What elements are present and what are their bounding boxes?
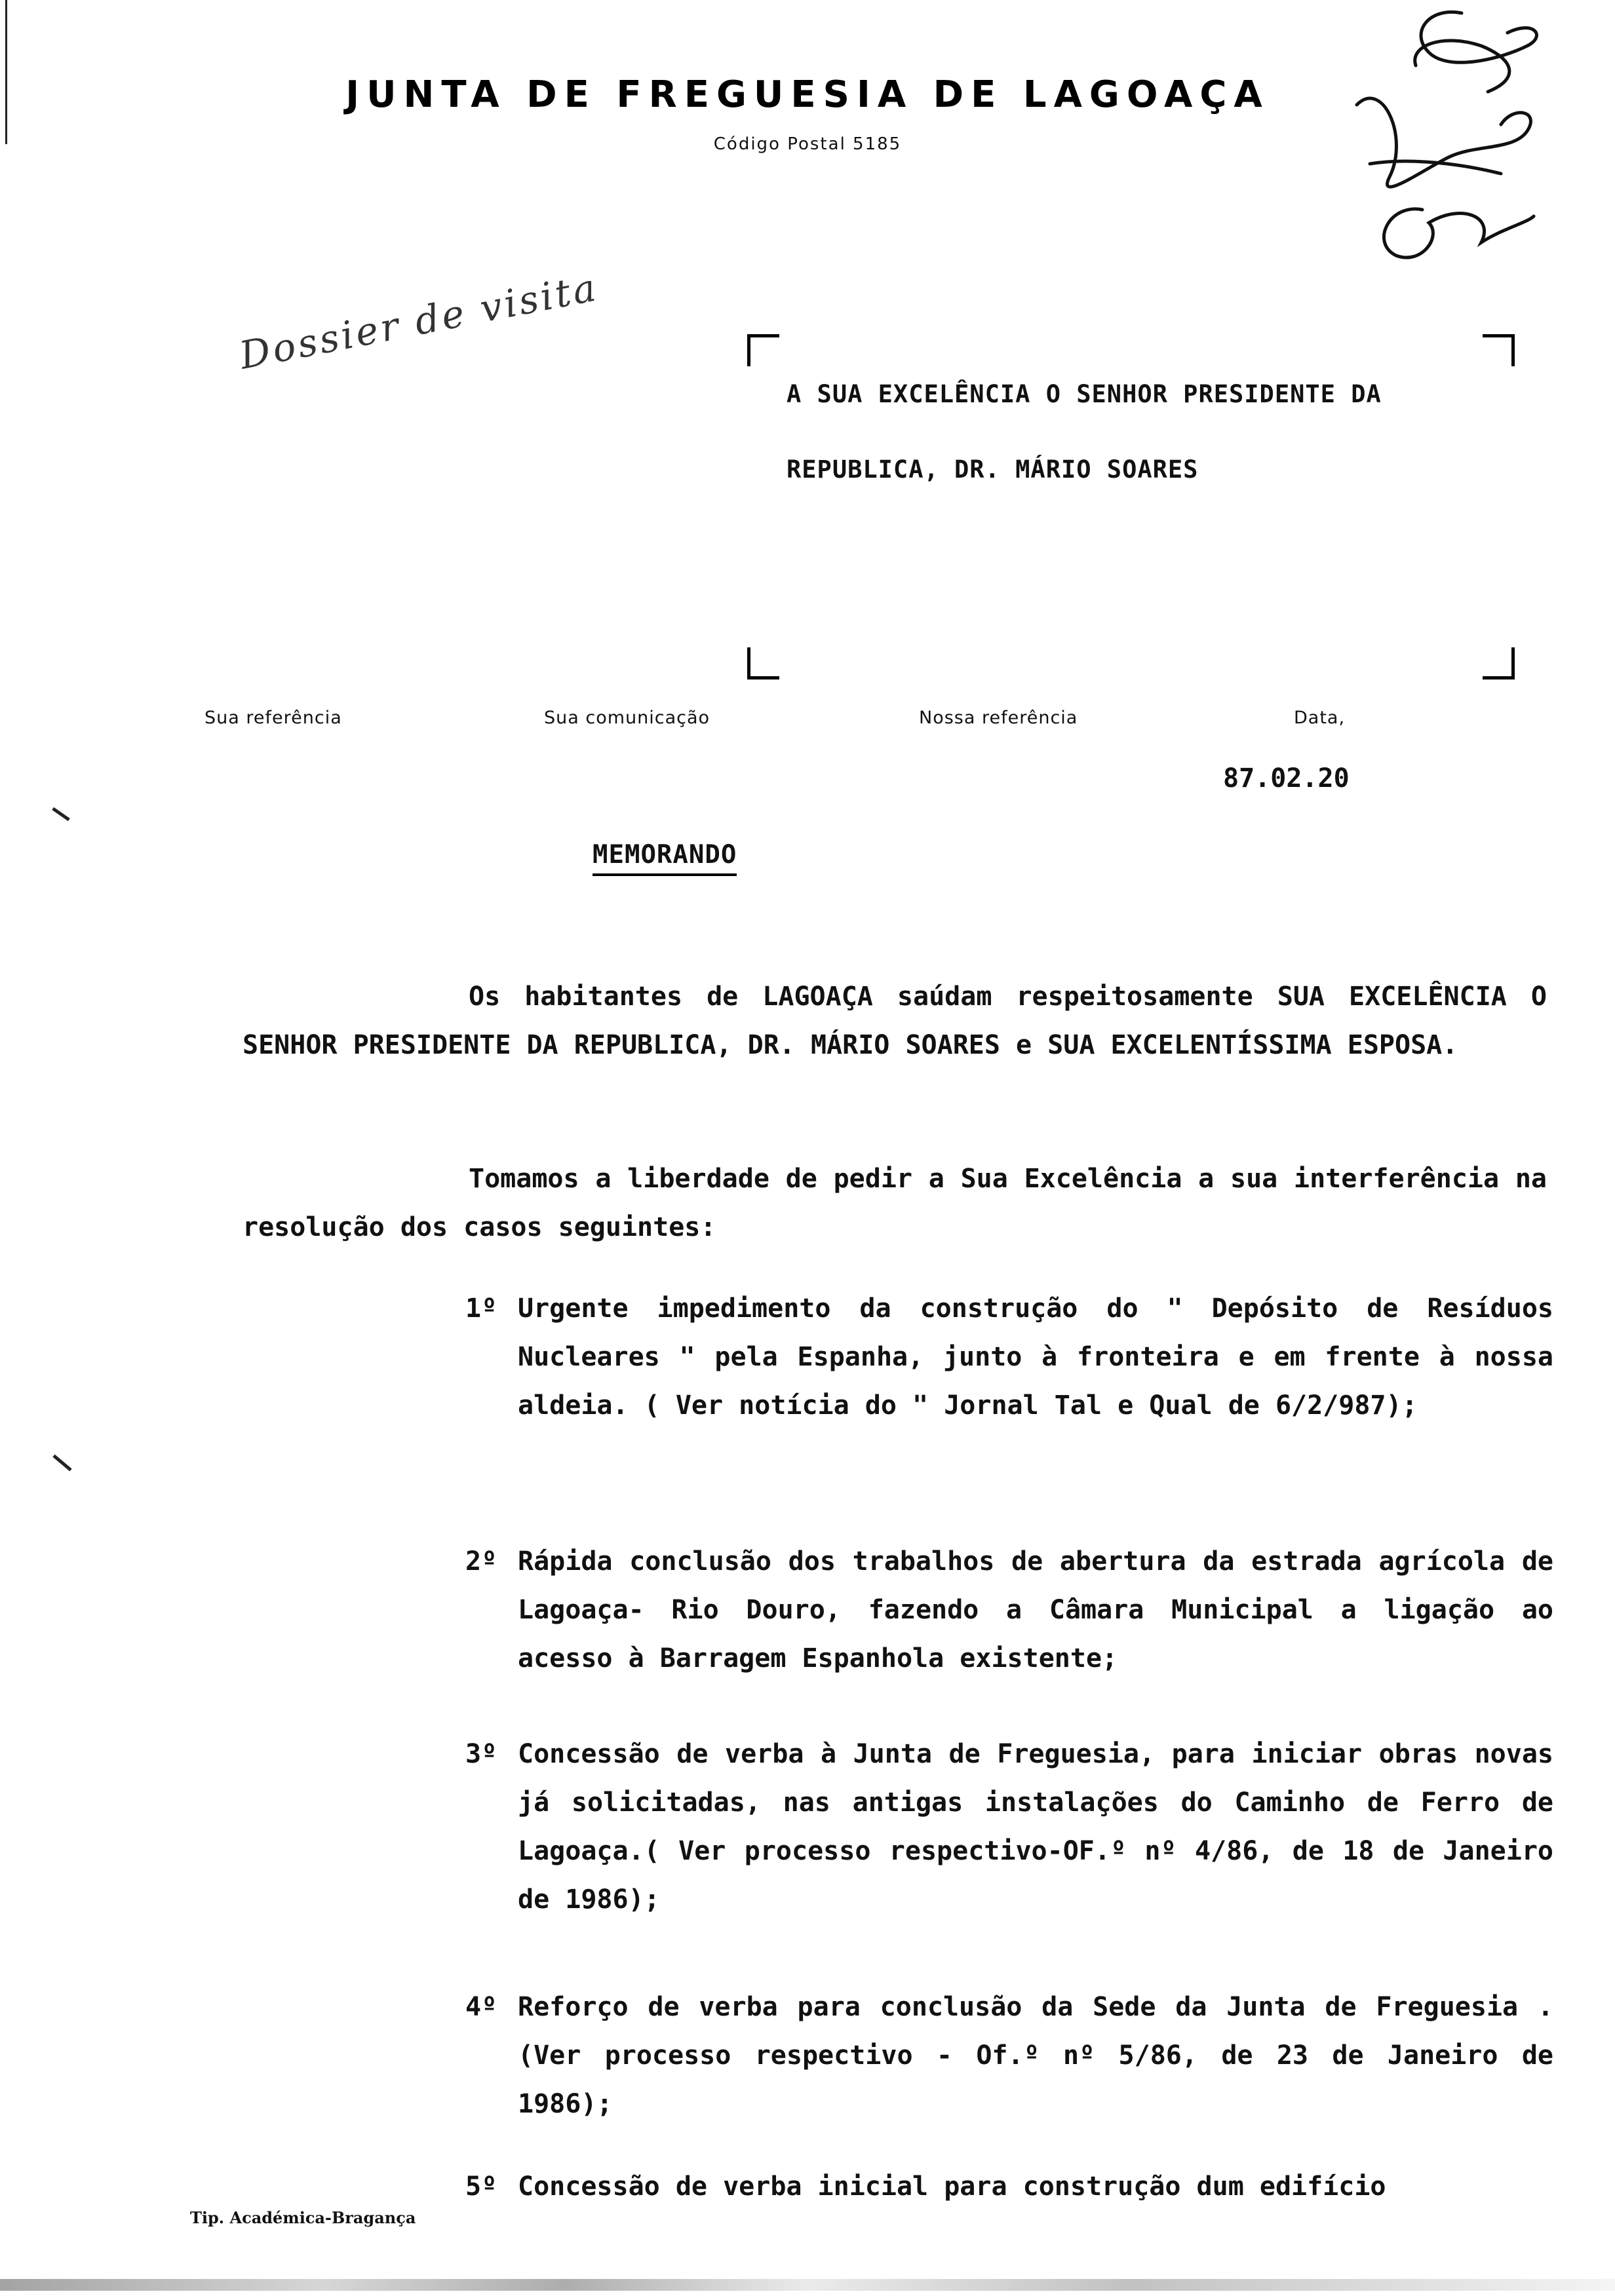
label-sua-referencia: Sua referência xyxy=(204,708,342,728)
item-text: Concessão de verba inicial para construção dum edifício xyxy=(518,2172,1386,2202)
address-corner-bottom-left xyxy=(747,647,779,679)
list-item xyxy=(465,1537,1553,1683)
item-number: 2º xyxy=(465,1546,497,1577)
memo-title: MEMORANDO xyxy=(593,840,737,876)
letterhead-title: JUNTA DE FREGUESIA DE LAGOAÇA xyxy=(345,73,1270,116)
label-sua-comunicacao: Sua comunicação xyxy=(544,708,710,728)
item-text: Rápida conclusão dos trabalhos de abertura da estrada agrícola de Lagoaça- Rio Douro, fazendo a Câmara Municipal a ligação ao acesso à Barragem Espanhola existente; xyxy=(518,1546,1553,1674)
printer-credit: Tip. Académica-Bragança xyxy=(190,2208,416,2227)
list-item xyxy=(465,1730,1553,1924)
address-corner-top-left xyxy=(747,334,779,366)
item-text: Concessão de verba à Junta de Freguesia, para iniciar obras novas já solicitadas, nas antigas instalações do Caminho de Ferro de Lagoaça.( Ver processo respectivo-OF.º nº 4/86, de 18 de Janeiro de 1986); xyxy=(518,1739,1553,1915)
margin-mark xyxy=(5,0,7,144)
scan-edge xyxy=(0,2279,1615,2291)
item-number: 1º xyxy=(465,1293,497,1324)
handwritten-annotation: Dossier de visita xyxy=(236,265,602,378)
label-nossa-referencia: Nossa referência xyxy=(919,708,1078,728)
item-text: Reforço de verba para conclusão da Sede da Junta de Freguesia .(Ver processo respectivo - Of.º nº 5/86, de 23 de Janeiro de 1986); xyxy=(518,1992,1553,2119)
margin-mark xyxy=(52,807,69,821)
label-data: Data, xyxy=(1294,708,1346,728)
postal-code: Código Postal 5185 xyxy=(713,134,902,154)
handwritten-signatures xyxy=(1331,7,1553,282)
address-corner-top-right xyxy=(1483,334,1515,366)
list-item xyxy=(465,1284,1553,1430)
address-corner-bottom-right xyxy=(1483,647,1515,679)
item-text: Urgente impedimento da construção do " Depósito de Resíduos Nucleares " pela Espanha, junto à fronteira e em frente à nossa aldeia. ( Ver notícia do " Jornal Tal e Qual de 6/2/987); xyxy=(518,1293,1553,1421)
item-number: 5º xyxy=(465,2172,497,2202)
margin-mark xyxy=(52,1455,71,1472)
body-paragraph-1: Os habitantes de LAGOAÇA saúdam respeitosamente SUA EXCELÊNCIA O SENHOR PRESIDENTE DA REPUBLICA, DR. MÁRIO SOARES e SUA EXCELENTÍSSIMA ESPOSA. xyxy=(243,982,1547,1060)
document-date: 87.02.20 xyxy=(1223,763,1350,794)
item-number: 4º xyxy=(465,1992,497,2022)
recipient-line-2: REPUBLICA, DR. MÁRIO SOARES xyxy=(787,455,1199,484)
item-number: 3º xyxy=(465,1739,497,1769)
list-item xyxy=(465,1983,1553,2128)
list-item xyxy=(465,2162,1553,2211)
body-paragraph-2: Tomamos a liberdade de pedir a Sua Excelência a sua interferência na resolução dos casos seguintes: xyxy=(243,1164,1547,1242)
recipient-line-1: A SUA EXCELÊNCIA O SENHOR PRESIDENTE DA xyxy=(787,380,1382,408)
